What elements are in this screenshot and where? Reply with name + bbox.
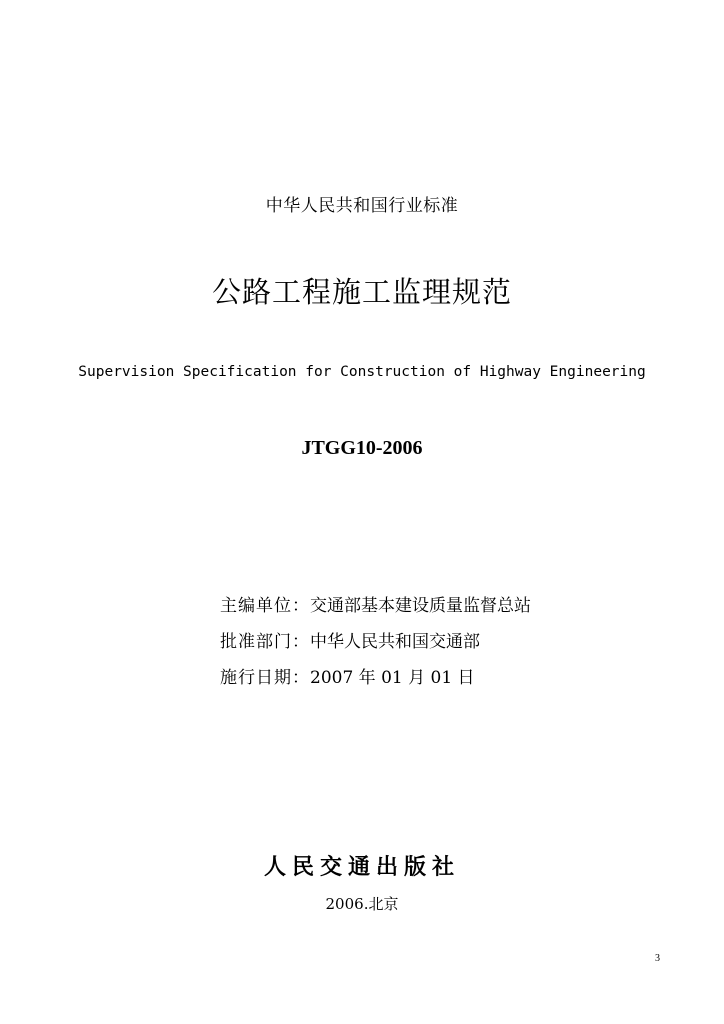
publication-date-place: 2006.北京 (325, 895, 399, 913)
approver-line (220, 627, 480, 652)
editor-value: 交通部基本建设质量监督总站 (310, 596, 531, 616)
effective-date-line (220, 663, 475, 688)
standard-code: JTGG10-2006 (301, 437, 423, 459)
effective-date-value: 2007 年 01 月 01 日 (310, 668, 475, 688)
title-chinese: 公路工程施工监理规范 (211, 275, 512, 309)
standard-type: 中华人民共和国行业标准 (265, 196, 459, 216)
editor-label: 主编单位： (220, 596, 310, 616)
approver-value: 中华人民共和国交通部 (310, 632, 480, 652)
page-number: 3 (655, 953, 660, 964)
publisher-name: 人民交通出版社 (263, 854, 460, 880)
title-english: Supervision Specification for Construction of Highway Engineering (78, 364, 646, 380)
editor-line (220, 591, 531, 616)
approver-label: 批准部门： (220, 632, 310, 652)
effective-date-label: 施行日期： (220, 668, 310, 688)
